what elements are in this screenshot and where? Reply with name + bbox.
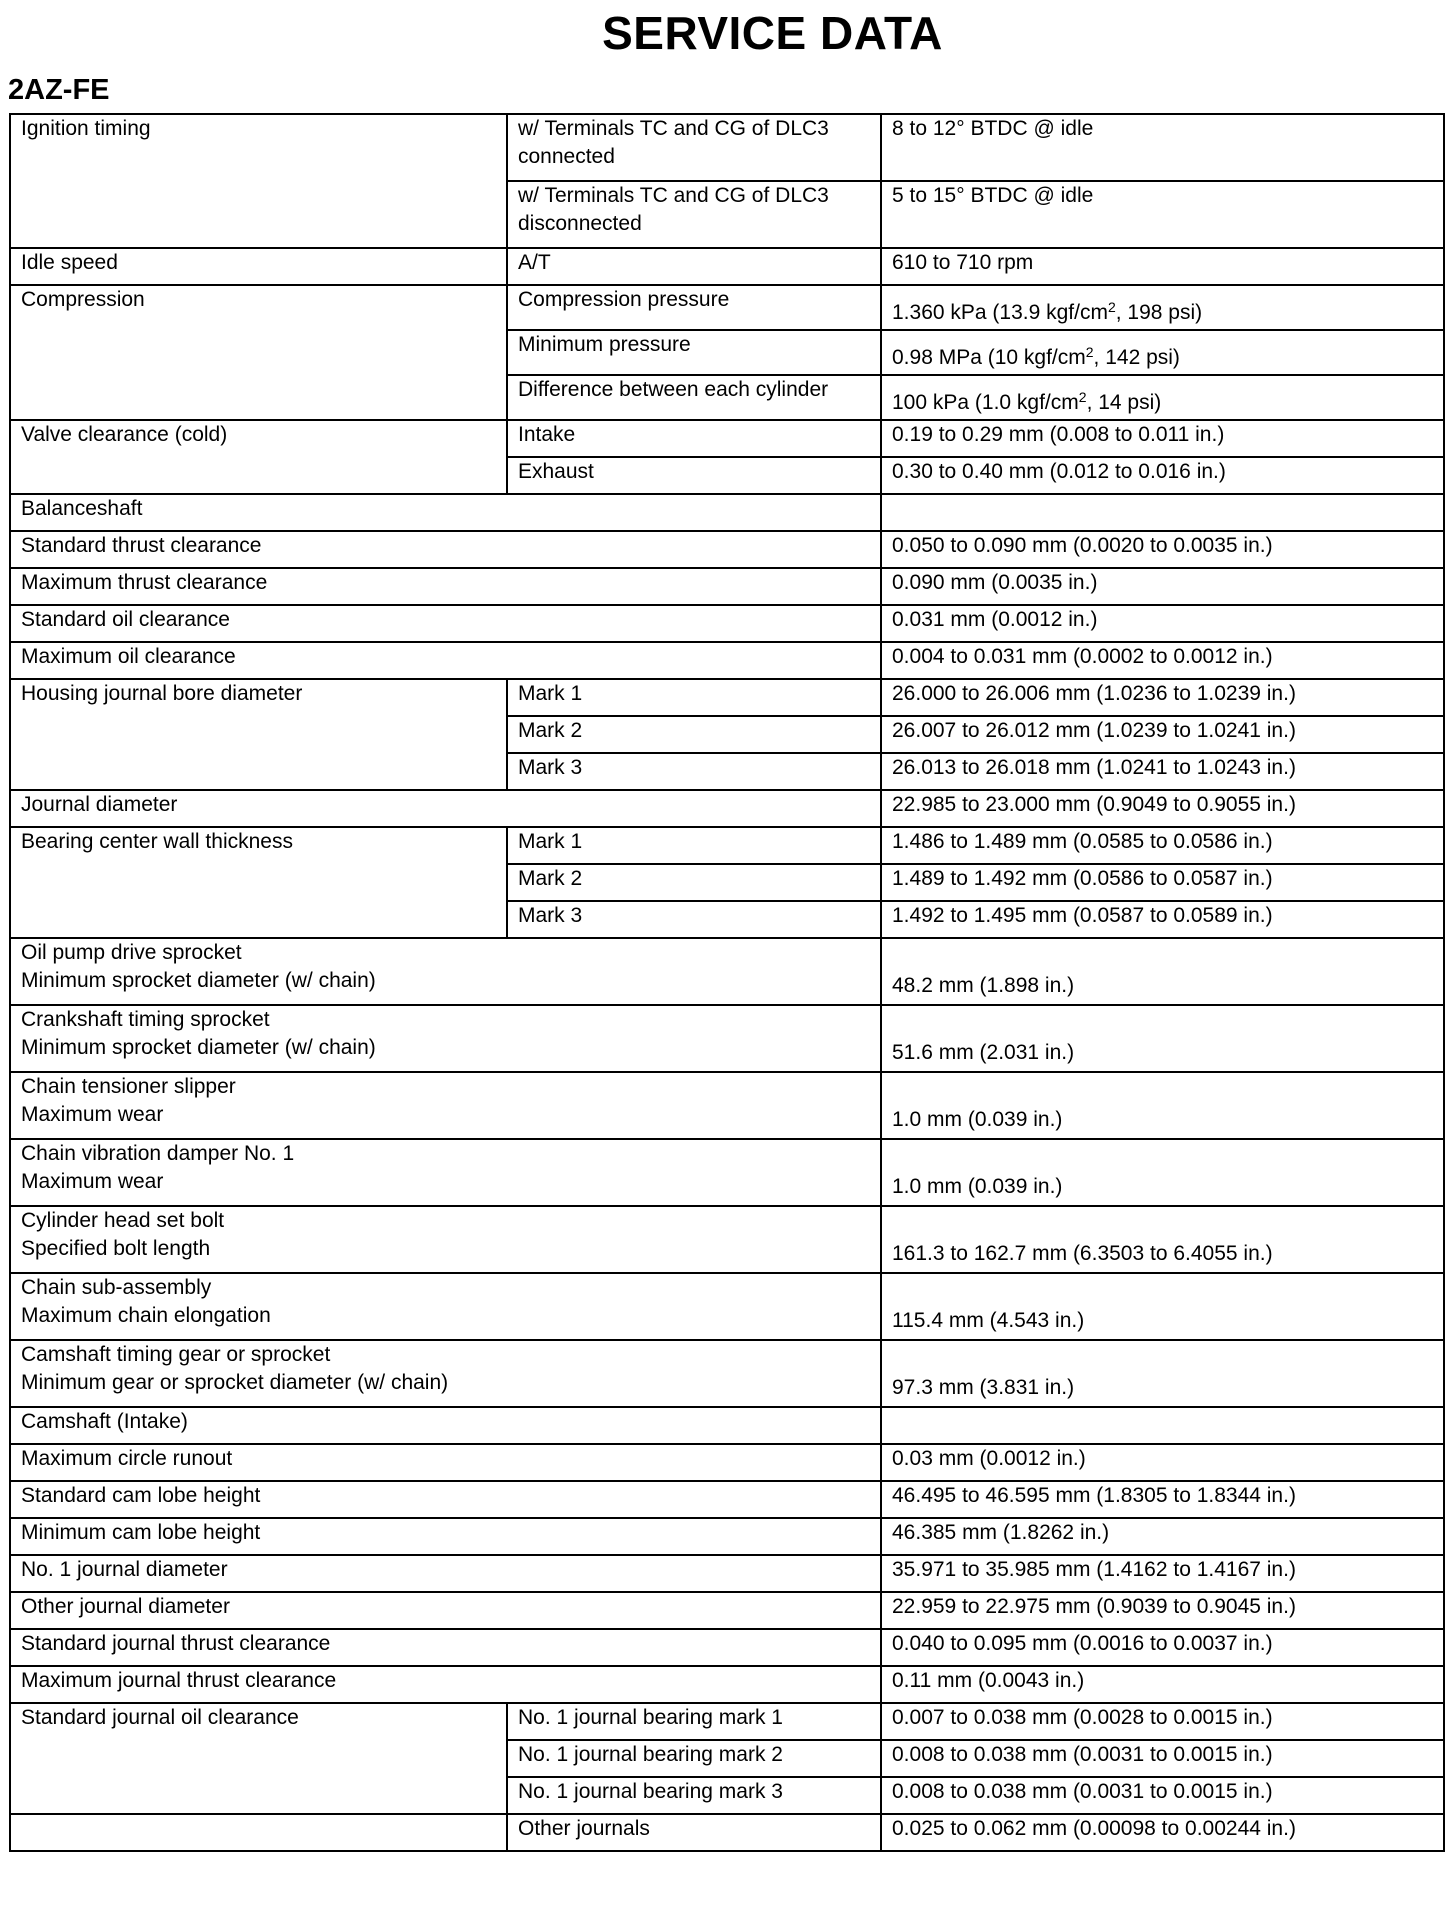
condition-cell: Mark 3 — [507, 901, 881, 938]
value-cell: 100 kPa (1.0 kgf/$cm^2$, 14 psi) — [881, 375, 1444, 420]
table-row — [10, 568, 1444, 605]
value-cell: 48.2 mm (1.898 in.) — [881, 938, 1444, 1005]
item-cell — [10, 1814, 507, 1851]
value-cell: 0.008 to 0.038 mm (0.0031 to 0.0015 in.) — [881, 1740, 1444, 1777]
value-cell: 51.6 mm (2.031 in.) — [881, 1005, 1444, 1072]
item-cell: Chain sub-assembly Maximum chain elongation — [10, 1273, 881, 1340]
value-cell: 1.0 mm (0.039 in.) — [881, 1139, 1444, 1206]
value-cell: 0.19 to 0.29 mm (0.008 to 0.011 in.) — [881, 420, 1444, 457]
engine-heading: 2AZ-FE — [8, 74, 110, 106]
value-cell: 5 to 15° BTDC @ idle — [881, 181, 1444, 248]
table-row — [10, 1005, 1444, 1072]
value-cell — [881, 494, 1444, 531]
item-cell: Maximum oil clearance — [10, 642, 881, 679]
value-cell: 26.007 to 26.012 mm (1.0239 to 1.0241 in.) — [881, 716, 1444, 753]
item-cell: Ignition timing — [10, 114, 507, 248]
condition-cell: Mark 1 — [507, 827, 881, 864]
condition-cell: No. 1 journal bearing mark 3 — [507, 1777, 881, 1814]
value-cell: 0.004 to 0.031 mm (0.0002 to 0.0012 in.) — [881, 642, 1444, 679]
condition-cell: Mark 2 — [507, 864, 881, 901]
item-cell: Idle speed — [10, 248, 507, 285]
value-cell — [881, 1407, 1444, 1444]
table-row — [10, 1481, 1444, 1518]
value-cell: 1.492 to 1.495 mm (0.0587 to 0.0589 in.) — [881, 901, 1444, 938]
condition-cell: Compression pressure — [507, 285, 881, 330]
condition-cell: A/T — [507, 248, 881, 285]
value-cell: 0.11 mm (0.0043 in.) — [881, 1666, 1444, 1703]
condition-cell: w/ Terminals TC and CG of DLC3 disconnected — [507, 181, 881, 248]
condition-cell: Mark 1 — [507, 679, 881, 716]
item-cell: Other journal diameter — [10, 1592, 881, 1629]
table-row — [10, 1206, 1444, 1273]
table-row — [10, 1139, 1444, 1206]
item-cell: Standard journal thrust clearance — [10, 1629, 881, 1666]
value-cell: 0.007 to 0.038 mm (0.0028 to 0.0015 in.) — [881, 1703, 1444, 1740]
value-cell: 97.3 mm (3.831 in.) — [881, 1340, 1444, 1407]
item-cell: Journal diameter — [10, 790, 881, 827]
value-cell: 0.050 to 0.090 mm (0.0020 to 0.0035 in.) — [881, 531, 1444, 568]
item-cell: Maximum journal thrust clearance — [10, 1666, 881, 1703]
value-cell: 0.98 MPa (10 kgf/$cm^2$, 142 psi) — [881, 330, 1444, 375]
value-cell: 46.385 mm (1.8262 in.) — [881, 1518, 1444, 1555]
condition-cell: No. 1 journal bearing mark 1 — [507, 1703, 881, 1740]
value-cell: 0.025 to 0.062 mm (0.00098 to 0.00244 in.) — [881, 1814, 1444, 1851]
value-cell: 0.040 to 0.095 mm (0.0016 to 0.0037 in.) — [881, 1629, 1444, 1666]
condition-cell: Mark 3 — [507, 753, 881, 790]
table-row — [10, 531, 1444, 568]
table-row — [10, 1703, 1444, 1740]
item-cell: Standard journal oil clearance — [10, 1703, 507, 1814]
value-cell: 1.489 to 1.492 mm (0.0586 to 0.0587 in.) — [881, 864, 1444, 901]
table-row — [10, 1407, 1444, 1444]
condition-cell: Exhaust — [507, 457, 881, 494]
table-row — [10, 285, 1444, 330]
item-cell: Camshaft (Intake) — [10, 1407, 881, 1444]
item-cell: Chain vibration damper No. 1 Maximum wear — [10, 1139, 881, 1206]
table-row — [10, 642, 1444, 679]
table-row — [10, 1629, 1444, 1666]
item-cell: Balanceshaft — [10, 494, 881, 531]
condition-cell: Difference between each cylinder — [507, 375, 881, 420]
table-row — [10, 1555, 1444, 1592]
value-cell: 161.3 to 162.7 mm (6.3503 to 6.4055 in.) — [881, 1206, 1444, 1273]
table-row — [10, 1444, 1444, 1481]
value-cell: 22.959 to 22.975 mm (0.9039 to 0.9045 in.) — [881, 1592, 1444, 1629]
item-cell: Crankshaft timing sprocket Minimum sprocket diameter (w/ chain) — [10, 1005, 881, 1072]
table-row — [10, 114, 1444, 181]
value-cell: 610 to 710 rpm — [881, 248, 1444, 285]
value-cell: 22.985 to 23.000 mm (0.9049 to 0.9055 in.) — [881, 790, 1444, 827]
value-cell: 0.03 mm (0.0012 in.) — [881, 1444, 1444, 1481]
item-cell: Camshaft timing gear or sprocket Minimum gear or sprocket diameter (w/ chain) — [10, 1340, 881, 1407]
value-cell: 26.013 to 26.018 mm (1.0241 to 1.0243 in.) — [881, 753, 1444, 790]
table-row — [10, 1814, 1444, 1851]
item-cell: Bearing center wall thickness — [10, 827, 507, 938]
value-cell: 1.360 kPa (13.9 kgf/$cm^2$, 198 psi) — [881, 285, 1444, 330]
table-row — [10, 248, 1444, 285]
item-cell: Oil pump drive sprocket Minimum sprocket diameter (w/ chain) — [10, 938, 881, 1005]
table-row — [10, 827, 1444, 864]
item-cell: Chain tensioner slipper Maximum wear — [10, 1072, 881, 1139]
item-cell: Standard thrust clearance — [10, 531, 881, 568]
condition-cell: Other journals — [507, 1814, 881, 1851]
value-cell: 1.486 to 1.489 mm (0.0585 to 0.0586 in.) — [881, 827, 1444, 864]
table-row — [10, 420, 1444, 457]
table-row — [10, 1666, 1444, 1703]
table-row — [10, 605, 1444, 642]
value-cell: 0.30 to 0.40 mm (0.012 to 0.016 in.) — [881, 457, 1444, 494]
item-cell: Compression — [10, 285, 507, 420]
condition-cell: Mark 2 — [507, 716, 881, 753]
value-cell: 115.4 mm (4.543 in.) — [881, 1273, 1444, 1340]
value-cell: 0.008 to 0.038 mm (0.0031 to 0.0015 in.) — [881, 1777, 1444, 1814]
item-cell: Maximum circle runout — [10, 1444, 881, 1481]
item-cell: Housing journal bore diameter — [10, 679, 507, 790]
table-row — [10, 679, 1444, 716]
item-cell: No. 1 journal diameter — [10, 1555, 881, 1592]
item-cell: Valve clearance (cold) — [10, 420, 507, 494]
item-cell: Standard cam lobe height — [10, 1481, 881, 1518]
page-title: SERVICE DATA — [602, 7, 943, 59]
value-cell: 0.090 mm (0.0035 in.) — [881, 568, 1444, 605]
table-row — [10, 790, 1444, 827]
value-cell: 26.000 to 26.006 mm (1.0236 to 1.0239 in.) — [881, 679, 1444, 716]
condition-cell: No. 1 journal bearing mark 2 — [507, 1740, 881, 1777]
table-row — [10, 1592, 1444, 1629]
value-cell: 1.0 mm (0.039 in.) — [881, 1072, 1444, 1139]
table-row — [10, 938, 1444, 1005]
condition-cell: Intake — [507, 420, 881, 457]
table-row — [10, 1273, 1444, 1340]
condition-cell: w/ Terminals TC and CG of DLC3 connected — [507, 114, 881, 181]
value-cell: 35.971 to 35.985 mm (1.4162 to 1.4167 in.) — [881, 1555, 1444, 1592]
table-row — [10, 1518, 1444, 1555]
item-cell: Standard oil clearance — [10, 605, 881, 642]
table-row — [10, 494, 1444, 531]
service-data-table — [9, 113, 1445, 1852]
value-cell: 46.495 to 46.595 mm (1.8305 to 1.8344 in.) — [881, 1481, 1444, 1518]
condition-cell: Minimum pressure — [507, 330, 881, 375]
table-row — [10, 1340, 1444, 1407]
item-cell: Minimum cam lobe height — [10, 1518, 881, 1555]
table-row — [10, 1072, 1444, 1139]
item-cell: Cylinder head set bolt Specified bolt length — [10, 1206, 881, 1273]
value-cell: 0.031 mm (0.0012 in.) — [881, 605, 1444, 642]
item-cell: Maximum thrust clearance — [10, 568, 881, 605]
value-cell: 8 to 12° BTDC @ idle — [881, 114, 1444, 181]
